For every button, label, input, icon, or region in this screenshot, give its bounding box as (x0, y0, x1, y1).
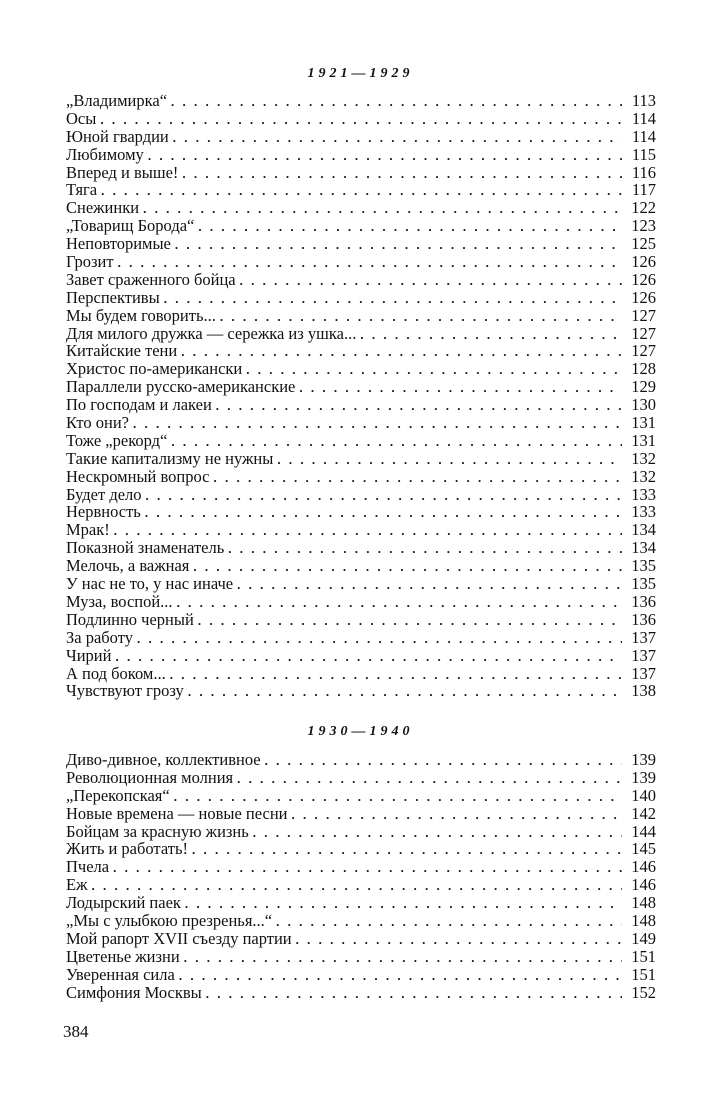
dot-leader (188, 683, 622, 701)
toc-entry-page-number: 148 (631, 911, 656, 931)
toc-entry-title: А под боком... (66, 663, 166, 683)
dot-leader (137, 630, 622, 648)
toc-entry-title: Будет дело (66, 484, 142, 504)
toc-entry-page-number: 126 (631, 269, 656, 289)
dot-leader (146, 487, 622, 505)
dot-leader (181, 343, 622, 361)
toc-entry-title: „Мы с улыбкою презренья...“ (66, 911, 273, 931)
toc-entry (66, 823, 656, 841)
dot-leader (228, 540, 622, 558)
dot-leader (240, 272, 622, 290)
toc-entry-page-number: 114 (631, 126, 656, 146)
toc-entry (66, 253, 656, 271)
toc-entry-title: Юной гвардии (66, 126, 169, 146)
toc-entry-page-number: 113 (631, 91, 656, 110)
toc-entry (66, 984, 656, 1002)
toc-entry-page-number: 134 (631, 538, 656, 558)
toc-list-1921-1929 (66, 92, 656, 700)
toc-entry (66, 894, 656, 912)
toc-entry-title: Жить и работать! (66, 839, 188, 859)
dot-leader (133, 415, 622, 433)
toc-entry-page-number: 117 (631, 180, 656, 200)
toc-entry-title: Грозит (66, 252, 114, 272)
dot-leader (171, 93, 622, 111)
toc-entry-title: Чувствуют грозу (66, 681, 184, 701)
dot-leader (253, 824, 622, 842)
toc-entry-title: Нервность (66, 502, 141, 522)
dot-leader (100, 111, 622, 129)
dot-leader (265, 752, 622, 770)
toc-entry (66, 840, 656, 858)
toc-entry-title: „Владимирка“ (66, 91, 168, 110)
toc-entry-page-number: 137 (631, 645, 656, 665)
dot-leader (101, 182, 622, 200)
toc-entry-page-number: 140 (631, 785, 656, 805)
toc-entry (66, 92, 656, 110)
toc-entry-title: Завет сраженного бойца (66, 269, 236, 289)
toc-entry (66, 876, 656, 894)
toc-entry-title: Для милого дружка — сережка из ушка... (66, 323, 357, 343)
toc-entry-title: Осы (66, 108, 97, 128)
toc-entry-page-number: 146 (631, 857, 656, 877)
toc-entry-title: Лодырский паек (66, 893, 181, 913)
toc-entry (66, 665, 656, 683)
toc-entry-page-number: 135 (631, 556, 656, 576)
dot-leader (193, 558, 622, 576)
section-heading-1930-1940: 1930—1940 (307, 724, 414, 739)
toc-entry-page-number: 144 (631, 821, 656, 841)
toc-entry-page-number: 152 (631, 982, 656, 1002)
toc-entry-title: Революционная молния (66, 767, 234, 787)
toc-entry-title: Бойцам за красную жизнь (66, 821, 249, 841)
toc-entry-title: Неповторимые (66, 234, 171, 254)
toc-entry (66, 787, 656, 805)
toc-entry-page-number: 129 (631, 377, 656, 397)
toc-entry (66, 307, 656, 325)
toc-entry-title: Параллели русско-американские (66, 377, 296, 397)
toc-entry (66, 199, 656, 217)
toc-list-1930-1940 (66, 751, 656, 1001)
toc-entry-title: „Товарищ Борода“ (66, 216, 195, 236)
dot-leader (276, 913, 622, 931)
toc-entry-page-number: 145 (631, 839, 656, 859)
toc-entry (66, 557, 656, 575)
toc-entry-title: Мы будем говорить... (66, 305, 216, 325)
dot-leader (115, 648, 622, 666)
toc-entry-page-number: 115 (631, 144, 656, 164)
toc-entry-page-number: 137 (631, 663, 656, 683)
toc-entry-title: Показной знаменатель (66, 538, 225, 558)
toc-entry (66, 539, 656, 557)
toc-entry-title: Симфония Москвы (66, 982, 202, 1002)
dot-leader (175, 236, 622, 254)
dot-leader (179, 967, 622, 985)
toc-entry-title: Уверенная сила (66, 964, 175, 984)
toc-entry-page-number: 128 (631, 359, 656, 379)
toc-entry-page-number: 134 (631, 520, 656, 540)
toc-entry (66, 217, 656, 235)
toc-entry (66, 486, 656, 504)
toc-entry-title: По господам и лакеи (66, 395, 212, 415)
dot-leader (182, 165, 622, 183)
toc-entry (66, 235, 656, 253)
toc-entry-page-number: 123 (631, 216, 656, 236)
toc-entry-page-number: 125 (631, 234, 656, 254)
toc-entry-page-number: 139 (631, 767, 656, 787)
toc-entry (66, 966, 656, 984)
dot-leader (177, 594, 622, 612)
toc-entry-page-number: 122 (631, 198, 656, 218)
toc-entry (66, 289, 656, 307)
toc-entry (66, 611, 656, 629)
toc-entry (66, 858, 656, 876)
dot-leader (184, 949, 622, 967)
dot-leader (198, 218, 622, 236)
toc-entry (66, 805, 656, 823)
toc-entry-title: Нескромный вопрос (66, 466, 210, 486)
dot-leader (173, 129, 622, 147)
toc-entry (66, 930, 656, 948)
toc-entry (66, 146, 656, 164)
dot-leader (220, 308, 622, 326)
toc-entry-page-number: 135 (631, 574, 656, 594)
toc-entry (66, 647, 656, 665)
toc-entry-page-number: 126 (631, 287, 656, 307)
toc-entry (66, 503, 656, 521)
toc-entry (66, 575, 656, 593)
toc-entry (66, 325, 656, 343)
toc-entry-page-number: 127 (631, 323, 656, 343)
toc-entry-title: Мелочь, а важная (66, 556, 190, 576)
toc-entry-page-number: 136 (631, 591, 656, 611)
toc-entry-title: Христос по-американски (66, 359, 243, 379)
dot-leader (360, 326, 622, 344)
toc-entry-title: Тяга (66, 180, 98, 200)
toc-entry-title: Чирий (66, 645, 112, 665)
toc-entry-page-number: 126 (631, 252, 656, 272)
dot-leader (198, 612, 622, 630)
toc-entry (66, 271, 656, 289)
toc-entry-page-number: 130 (631, 395, 656, 415)
toc-entry-title: Китайские тени (66, 341, 178, 361)
toc-entry-page-number: 132 (631, 466, 656, 486)
toc-entry (66, 450, 656, 468)
dot-leader (148, 147, 622, 165)
toc-entry (66, 593, 656, 611)
toc-entry-title: Тоже „рекорд“ (66, 430, 168, 450)
toc-entry-title: Пчела (66, 857, 110, 877)
toc-entry (66, 432, 656, 450)
toc-entry (66, 378, 656, 396)
toc-entry (66, 912, 656, 930)
toc-entry (66, 360, 656, 378)
dot-leader (174, 788, 622, 806)
toc-entry (66, 396, 656, 414)
toc-entry-page-number: 151 (631, 964, 656, 984)
toc-entry-title: Диво-дивное, коллективное (66, 750, 261, 769)
toc-entry (66, 110, 656, 128)
section-heading-1921-1929: 1921—1929 (307, 66, 414, 81)
toc-entry-page-number: 149 (631, 928, 656, 948)
dot-leader (170, 666, 622, 684)
dot-leader (113, 859, 622, 877)
toc-entry-title: За работу (66, 627, 133, 647)
toc-entry-title: Еж (66, 875, 88, 895)
dot-leader (143, 200, 622, 218)
toc-entry (66, 181, 656, 199)
toc-entry (66, 468, 656, 486)
toc-entry-title: Кто они? (66, 413, 129, 433)
toc-entry (66, 128, 656, 146)
toc-entry-page-number: 116 (631, 162, 656, 182)
toc-entry-page-number: 127 (631, 341, 656, 361)
dot-leader (192, 841, 622, 859)
toc-entry (66, 164, 656, 182)
toc-entry-title: Мрак! (66, 520, 110, 540)
page-number: 384 (63, 1022, 89, 1041)
toc-entry-title: Такие капитализму не нужны (66, 448, 274, 468)
dot-leader (277, 451, 622, 469)
dot-leader (145, 504, 622, 522)
dot-leader (164, 290, 622, 308)
toc-entry-page-number: 133 (631, 484, 656, 504)
toc-entry-title: У нас не то, у нас иначе (66, 574, 234, 594)
toc-entry (66, 414, 656, 432)
toc-entry-page-number: 132 (631, 448, 656, 468)
toc-entry-title: Подлинно черный (66, 609, 194, 629)
toc-entry (66, 751, 656, 769)
toc-entry-page-number: 131 (631, 430, 656, 450)
toc-entry-page-number: 127 (631, 305, 656, 325)
toc-entry (66, 769, 656, 787)
dot-leader (291, 806, 622, 824)
toc-entry-page-number: 139 (631, 750, 656, 769)
dot-leader (246, 361, 622, 379)
toc-entry-page-number: 131 (631, 413, 656, 433)
toc-entry-page-number: 133 (631, 502, 656, 522)
toc-entry (66, 342, 656, 360)
toc-entry-title: Перспективы (66, 287, 160, 307)
toc-entry-page-number: 138 (631, 681, 656, 701)
dot-leader (213, 469, 622, 487)
toc-entry-page-number: 151 (631, 946, 656, 966)
toc-entry-page-number: 114 (631, 108, 656, 128)
toc-entry-title: Новые времена — новые песни (66, 803, 288, 823)
toc-entry (66, 682, 656, 700)
dot-leader (206, 985, 622, 1003)
dot-leader (299, 379, 622, 397)
toc-entry (66, 629, 656, 647)
toc-entry-title: Муза, воспой... (66, 591, 173, 611)
toc-entry-title: Снежинки (66, 198, 140, 218)
toc-entry-page-number: 148 (631, 893, 656, 913)
toc-entry-title: Вперед и выше! (66, 162, 179, 182)
toc-entry-page-number: 146 (631, 875, 656, 895)
toc-entry-title: Цветенье жизни (66, 946, 180, 966)
dot-leader (216, 397, 622, 415)
toc-entry-title: „Перекопская“ (66, 785, 170, 805)
toc-entry-title: Мой рапорт XVII съезду партии (66, 928, 292, 948)
toc-entry-page-number: 136 (631, 609, 656, 629)
toc-entry (66, 948, 656, 966)
dot-leader (296, 931, 622, 949)
toc-entry (66, 521, 656, 539)
dot-leader (237, 770, 622, 788)
toc-entry-page-number: 137 (631, 627, 656, 647)
toc-entry-page-number: 142 (631, 803, 656, 823)
dot-leader (237, 576, 622, 594)
toc-entry-title: Любимому (66, 144, 144, 164)
